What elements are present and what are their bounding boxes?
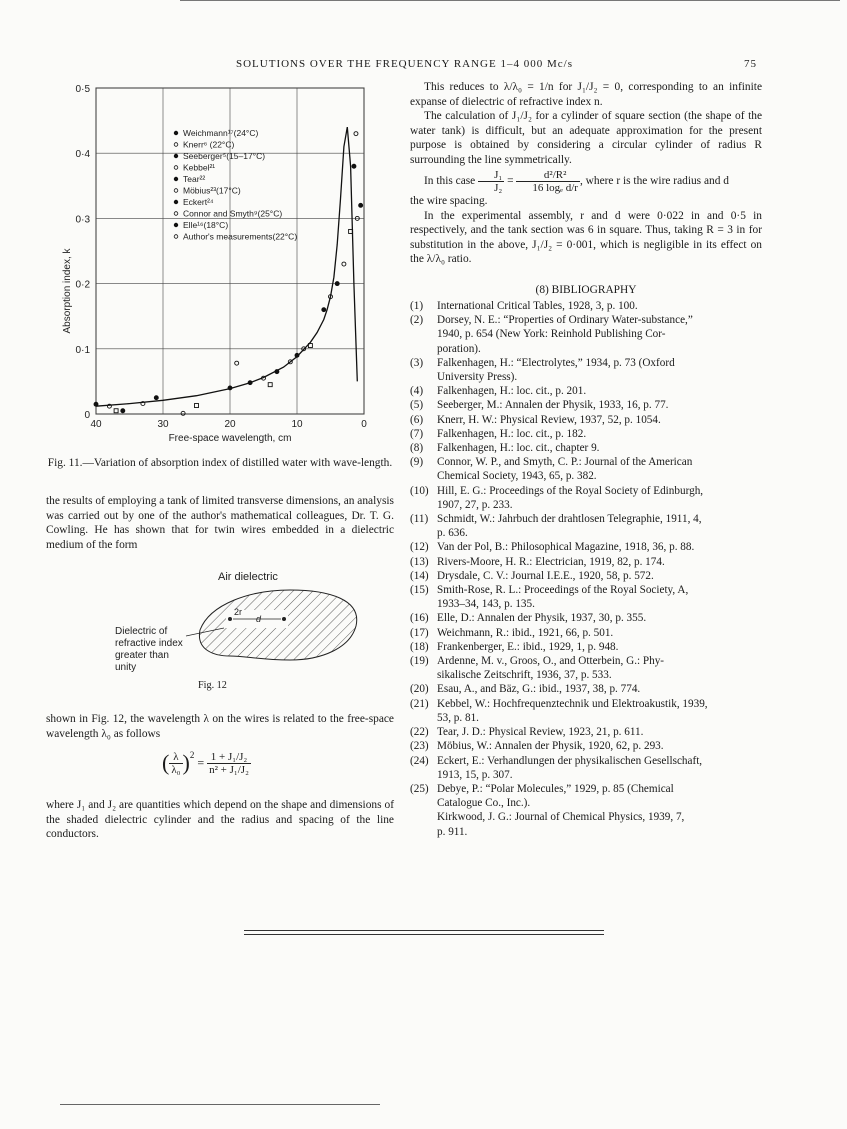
entry-text: Catalogue Co., Inc.). (437, 797, 531, 810)
bibliography-entry (410, 782, 762, 796)
data-point (235, 361, 239, 365)
legend-marker (174, 200, 178, 204)
right-paragraph-2: The calculation of J₁/J₂ for a cylinder of square section (the shape of the water tank) is difficult, but an adequate approximation for the present purpose is obtained by considering a circular cylinder of radius R surrounding the line symmetrically. (410, 110, 762, 166)
dielectric-label-3: greater than (115, 650, 169, 661)
entry-text: Connor, W. P., and Smyth, C. P.: Journal of the American (437, 456, 693, 469)
page-top-edge (180, 0, 840, 1)
legend-marker (174, 166, 178, 170)
entry-text: poration). (437, 342, 481, 355)
entry-number: (2) (410, 314, 424, 327)
bibliography-entry (410, 739, 762, 753)
legend-label: Author's measurements(22°C) (183, 231, 298, 242)
entry-text: Falkenhagen, H.: loc. cit., p. 182. (437, 427, 587, 440)
eq-rhs-numerator: 1 + J₁/J₂ (207, 751, 251, 764)
legend-marker (174, 154, 178, 158)
eq-lhs-denominator: λ₀ (171, 763, 181, 776)
y-axis-label: Absorption index, k (62, 248, 73, 334)
page-bottom-mark (60, 1104, 380, 1105)
data-point (228, 386, 232, 390)
dielectric-label-1: Dielectric of (115, 626, 168, 637)
bibliography-list (410, 299, 762, 839)
data-point (342, 262, 346, 266)
legend-label: Kebbel²¹ (183, 162, 216, 173)
entry-number: (12) (410, 541, 429, 554)
entry-text: p. 911. (437, 825, 468, 838)
wire-conductor-right (282, 617, 286, 621)
end-rule-1 (244, 930, 604, 931)
entry-number: (11) (410, 513, 429, 526)
bibliography-entry (410, 540, 762, 554)
entry-number: (7) (410, 427, 424, 440)
entry-text: Elle, D.: Annalen der Physik, 1937, 30, p. 355. (437, 612, 647, 625)
bibliography-entry-continued (410, 469, 762, 483)
y-tick-label: 0·3 (75, 214, 90, 226)
y-tick-label: 0·1 (75, 344, 90, 356)
x-tick-label: 20 (224, 419, 236, 430)
data-point (359, 203, 363, 207)
entry-text: Esau, A., and Bäz, G.: ibid., 1937, 38, p. 774. (437, 683, 641, 696)
data-point (268, 383, 272, 387)
page-number: 75 (744, 58, 757, 70)
legend-marker (174, 212, 178, 216)
figure-11-caption-text: Fig. 11.—Variation of absorption index of distilled water with wave-length. (47, 457, 393, 469)
figure-11 (58, 80, 378, 450)
running-title: SOLUTIONS OVER THE FREQUENCY RANGE 1–4 000 Mc/s (236, 58, 573, 70)
equation-wavelength-ratio: ( $\frac{\lambda}{\text{λ₀}}$ )$^2$ = $\frac{\text{1 + J₁/J₂}}{\text{n² + J₁/J₂}}$ (162, 750, 249, 776)
legend-marker (174, 177, 178, 181)
bibliography-entry (410, 654, 762, 668)
entry-number: (17) (410, 626, 429, 639)
entry-text: Tear, J. D.: Physical Review, 1923, 21, p. 611. (437, 726, 644, 739)
right-paragraph-4: In the experimental assembly, r and d were 0·022 in and 0·5 in respectively, and the tank section was 6 in square. Thus, taking R = 3 in for substitution in the above, J₁/J₂ = 0·001, which is negligible in its effect on the λ/λ₀ ratio. (410, 209, 762, 265)
bibliography-entry (410, 682, 762, 696)
wire-diameter-label: 2r (234, 607, 243, 617)
bibliography-entry (410, 484, 762, 498)
paragraph-text: where J₁ and J₂ are quantities which depend on the shape and dimensions of the shaded dielectric cylinder and the radius and spacing of the line conductors. (46, 799, 394, 840)
bibliography-entry (410, 398, 762, 412)
bibliography-entry (410, 754, 762, 768)
bibliography-entry-continued (410, 327, 762, 341)
entry-number: (8) (410, 442, 424, 455)
entry-text: Chemical Society, 1943, 65, p. 382. (437, 470, 597, 483)
entry-number: (9) (410, 456, 424, 469)
entry-text: Hill, E. G.: Proceedings of the Royal Society of Edinburgh, (437, 484, 704, 497)
data-point (352, 164, 356, 168)
figure-12-caption: Fig. 12 (198, 680, 227, 691)
entry-text: Möbius, W.: Annalen der Physik, 1920, 62, p. 293. (437, 740, 664, 753)
bibliography-entry-continued (410, 597, 762, 611)
entry-text: Debye, P.: “Polar Molecules,” 1929, p. 85 (Chemical (437, 782, 674, 795)
y-tick-label: 0·5 (75, 84, 90, 95)
bibliography-heading: (8) BIBLIOGRAPHY (535, 284, 637, 296)
bibliography-entry (410, 611, 762, 625)
bibliography-entry (410, 413, 762, 427)
entry-number: (14) (410, 569, 429, 582)
bibliography-entry (410, 725, 762, 739)
bibliography-entry (410, 640, 762, 654)
entry-number: (5) (410, 399, 424, 412)
dielectric-cylinder-diagram (100, 566, 390, 686)
entry-number: (19) (410, 655, 429, 668)
eq-power: 2 (189, 750, 195, 760)
data-point (121, 409, 125, 413)
end-rule-2 (244, 934, 604, 935)
left-paragraph-3 (46, 798, 394, 842)
bibliography-entry (410, 455, 762, 469)
right-paragraph-3: In this case $\frac{\text{J₁}}{\text{J₂}}$ = $\frac{\text{d²/R²}}{\text{16 logₑ d/r}}$ , where r is the wire radius and d (424, 169, 729, 194)
entry-text: Falkenhagen, H.: loc. cit., chapter 9. (437, 442, 600, 455)
where-text: , where r is the wire radius and d (579, 175, 729, 188)
entry-number: (13) (410, 555, 429, 568)
bibliography-entry-continued (410, 810, 762, 824)
entry-number: (3) (410, 356, 424, 369)
entry-text: Rivers-Moore, H. R.: Electrician, 1919, 82, p. 174. (437, 555, 665, 568)
bibliography-entry (410, 555, 762, 569)
data-point (295, 353, 299, 357)
bibliography-entry-continued (410, 342, 762, 356)
right-paragraph-1: This reduces to λ/λ₀ = 1/n for J₁/J₂ = 0, corresponding to an infinite expanse of dielectric of refractive index n. (410, 81, 762, 108)
bibliography-entry (410, 697, 762, 711)
y-tick-label: 0 (84, 410, 90, 421)
entry-number: (15) (410, 584, 429, 597)
entry-text: 53, p. 81. (437, 711, 479, 724)
absorption-index-chart (58, 80, 378, 450)
data-point (275, 370, 279, 374)
data-point (114, 409, 118, 413)
eq-num-right: d²/R² (516, 169, 580, 182)
legend-label: Elle¹⁶(18°C) (183, 220, 229, 230)
bibliography-entry (410, 427, 762, 441)
bibliography-entry-continued (410, 526, 762, 540)
bibliography-entry (410, 626, 762, 640)
bibliography-entry-continued (410, 668, 762, 682)
entry-text: International Critical Tables, 1928, 3, p. 100. (437, 300, 638, 312)
bibliography (410, 284, 762, 839)
bibliography-entry (410, 313, 762, 327)
entry-text: sikalische Zeitschrift, 1936, 37, p. 533. (437, 669, 612, 682)
entry-text: Frankenberger, E.: ibid., 1929, 1, p. 948. (437, 640, 619, 653)
data-point (335, 282, 339, 286)
bibliography-entry (410, 441, 762, 455)
data-point (248, 381, 252, 385)
entry-number: (22) (410, 726, 429, 739)
data-point (354, 132, 358, 136)
bibliography-entry-continued (410, 825, 762, 839)
entry-text: 1907, 27, p. 233. (437, 498, 513, 511)
eq-den-right: 16 logₑ d/r (532, 182, 578, 194)
bibliography-entry (410, 356, 762, 370)
x-tick-label: 10 (291, 419, 303, 430)
entry-number: (24) (410, 754, 429, 767)
entry-number: (1) (410, 300, 424, 312)
eq-lhs-numerator: λ (169, 751, 182, 764)
legend-label: Eckert²⁴ (183, 197, 214, 207)
entry-text: 1940, p. 654 (New York: Reinhold Publishing Cor- (437, 328, 666, 341)
data-point (322, 308, 326, 312)
bibliography-entry-continued (410, 768, 762, 782)
data-point (181, 411, 185, 415)
legend-marker (174, 223, 178, 227)
x-tick-label: 40 (90, 419, 102, 430)
bibliography-entry (410, 583, 762, 597)
left-paragraph-2 (46, 712, 394, 741)
entry-number: (21) (410, 697, 429, 710)
bibliography-entry-continued (410, 498, 762, 512)
entry-number: (25) (410, 782, 429, 795)
entry-text: Ardenne, M. v., Groos, O., and Otterbein, G.: Phy- (437, 655, 665, 668)
legend-label: Seeberger⁵(15–17°C) (183, 151, 266, 161)
entry-text: Drysdale, C. V.: Journal I.E.E., 1920, 58, p. 572. (437, 569, 654, 582)
entry-number: (16) (410, 612, 429, 625)
figure-11-caption (46, 456, 394, 471)
bibliography-entry (410, 299, 762, 313)
data-point (154, 396, 158, 400)
right-column-text (410, 80, 762, 267)
entry-number: (18) (410, 640, 429, 653)
entry-text: Seeberger, M.: Annalen der Physik, 1933, 16, p. 77. (437, 399, 669, 412)
entry-number: (23) (410, 740, 429, 753)
entry-text: Smith-Rose, R. L.: Proceedings of the Royal Society, A, (437, 584, 689, 597)
air-dielectric-label: Air dielectric (218, 571, 278, 583)
dielectric-label-2: refractive index (115, 638, 183, 649)
j-ratio-num: J₁ (478, 169, 504, 182)
bibliography-entry-continued (410, 711, 762, 725)
y-tick-label: 0·4 (75, 149, 90, 161)
legend-label: Tear²² (183, 174, 206, 184)
bibliography-entry (410, 384, 762, 398)
legend-marker (174, 143, 178, 147)
legend-label: Möbius²³(17°C) (183, 185, 241, 196)
entry-number: (10) (410, 484, 429, 497)
entry-text: Dorsey, N. E.: “Properties of Ordinary Water-substance,” (437, 314, 693, 327)
entry-number: (4) (410, 385, 424, 398)
legend-marker (174, 131, 178, 135)
entry-text: Eckert, E.: Verhandlungen der physikalischen Gesellschaft, (437, 754, 703, 767)
fitted-curve (96, 127, 357, 406)
entry-text: Falkenhagen, H.: “Electrolytes,” 1934, p. 73 (Oxford (437, 356, 675, 369)
bibliography-entry (410, 512, 762, 526)
x-tick-label: 0 (361, 419, 367, 430)
entry-number: (20) (410, 683, 429, 696)
entry-text: Falkenhagen, H.: loc. cit., p. 201. (437, 385, 587, 398)
entry-text: Schmidt, W.: Jahrbuch der drahtlosen Telegraphie, 1911, 4, (437, 513, 702, 526)
data-point (195, 404, 199, 408)
entry-text: Knerr, H. W.: Physical Review, 1937, 52, p. 1054. (437, 413, 661, 426)
running-header (0, 58, 847, 74)
x-tick-label: 30 (157, 419, 169, 430)
entry-text: University Press). (437, 371, 518, 384)
entry-text: Kirkwood, J. G.: Journal of Chemical Physics, 1939, 7, (437, 811, 685, 824)
data-point (94, 402, 98, 406)
wire-conductor-left (228, 617, 232, 621)
bibliography-entry-continued (410, 796, 762, 810)
paragraph-text: shown in Fig. 12, the wavelength λ on the wires is related to the free-space wavelength λ₀ as follows (46, 713, 394, 740)
legend-label: Weichmann¹⁷(24°C) (183, 128, 259, 138)
entry-text: 1913, 15, p. 307. (437, 768, 513, 781)
entry-number: (6) (410, 413, 424, 426)
x-axis-label: Free-space wavelength, cm (168, 433, 292, 444)
figure-12 (100, 566, 390, 696)
j-ratio-den: J₂ (494, 182, 503, 194)
bibliography-entry-continued (410, 370, 762, 384)
entry-text: Weichmann, R.: ibid., 1921, 66, p. 501. (437, 626, 614, 639)
legend-label: Knerr⁶ (22°C) (183, 139, 235, 150)
wire-spacing-text: the wire spacing. (410, 195, 488, 207)
in-this-case-text: In this case (424, 175, 476, 188)
bibliography-entry (410, 569, 762, 583)
left-paragraph-1 (46, 494, 394, 552)
legend-marker (174, 189, 178, 193)
entry-text: Van der Pol, B.: Philosophical Magazine, 1918, 36, p. 88. (437, 541, 695, 554)
legend-label: Connor and Smyth⁹(25°C) (183, 208, 283, 219)
wire-spacing-label: d (256, 614, 262, 624)
entry-text: Kebbel, W.: Hochfrequenztechnik und Elektroakustik, 1939, (437, 697, 708, 710)
eq-rhs-denominator: n² + J₁/J₂ (209, 763, 249, 776)
entry-text: p. 636. (437, 527, 468, 540)
y-tick-label: 0·2 (75, 279, 90, 291)
legend-marker (174, 235, 178, 239)
dielectric-label-4: unity (115, 662, 137, 673)
entry-text: 1933–34, 143, p. 135. (437, 598, 535, 611)
paragraph-text: the results of employing a tank of limited transverse dimensions, an analysis was carried out by one of the author's mathematical colleagues, Dr. T. G. Cowling. He has shown that for twin wires embedded in a dielectric medium of the form (46, 495, 394, 551)
